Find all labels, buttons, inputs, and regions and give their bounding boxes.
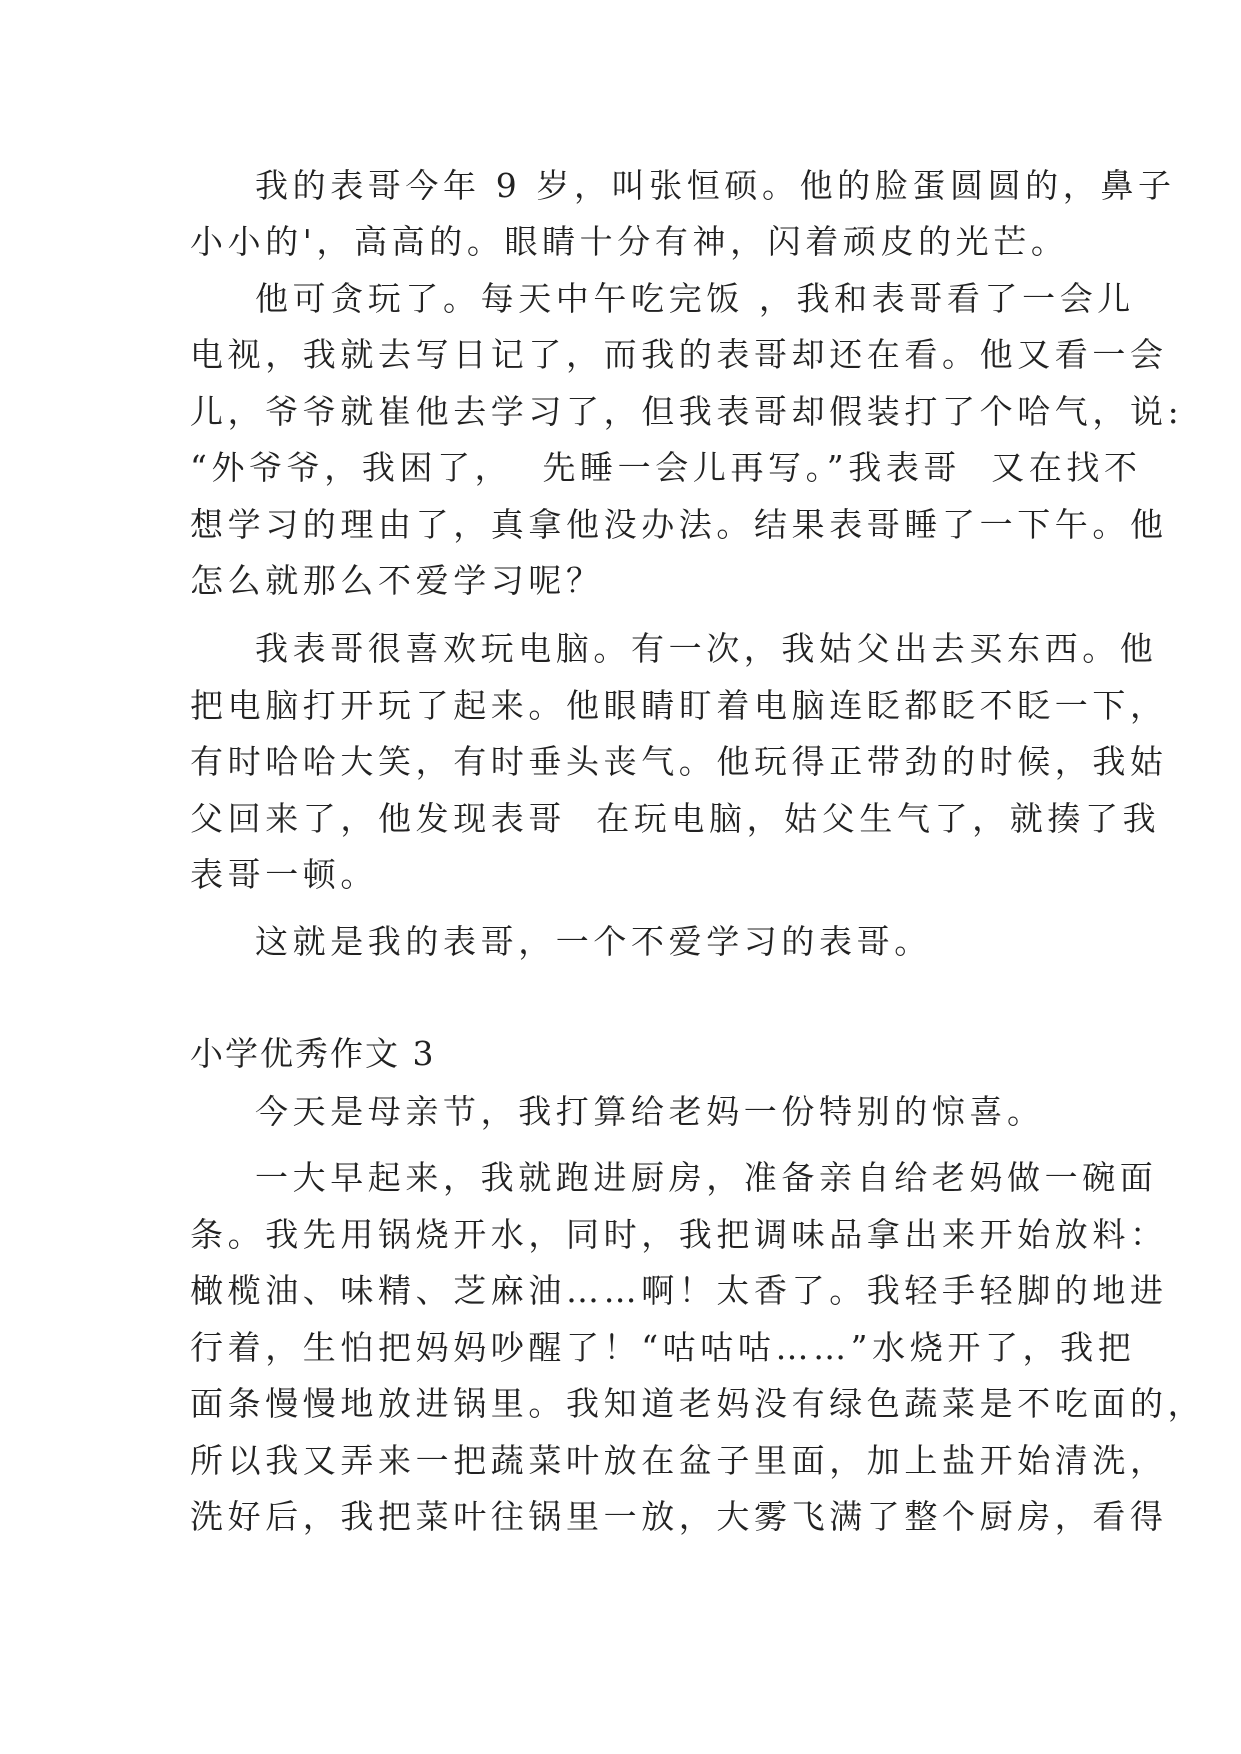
paragraph-line: 儿，爷爷就崔他去学习了，但我表哥却假装打了个哈气，说: [190,392,1184,431]
paragraph-line: 一大早起来，我就跑进厨房，准备亲自给老妈做一碗面 [255,1158,1158,1197]
paragraph-line: 小小的'，高高的。眼睛十分有神，闪着顽皮的光芒。 [190,222,1069,261]
paragraph-line: 我表哥很喜欢玩电脑。有一次，我姑父出去买东西。他 [255,629,1158,668]
paragraph-line: 父回来了，他发现表哥 在玩电脑，姑父生气了，就揍了我 [190,799,1161,838]
paragraph-line: 所以我又弄来一把蔬菜叶放在盆子里面，加上盐开始清洗， [190,1441,1168,1480]
paragraph-line: 这就是我的表哥，一个不爱学习的表哥。 [255,922,932,961]
paragraph-line: 想学习的理由了，真拿他没办法。结果表哥睡了一下午。他 [190,505,1168,544]
paragraph-line: “外爷爷，我困了， 先睡一会儿再写。”我表哥 又在找不 [190,448,1142,487]
paragraph-line: 洗好后，我把菜叶往锅里一放，大雾飞满了整个厨房，看得 [190,1497,1168,1536]
paragraph-line: 条。我先用锅烧开水，同时，我把调味品拿出来开始放料： [190,1215,1168,1254]
paragraph-line: 橄榄油、味精、芝麻油……啊！太香了。我轻手轻脚的地进 [190,1271,1168,1310]
paragraph-line: 面条慢慢地放进锅里。我知道老妈没有绿色蔬菜是不吃面的， [190,1384,1206,1423]
paragraph-line: 今天是母亲节，我打算给老妈一份特别的惊喜。 [255,1092,1045,1131]
section-heading: 小学优秀作文 3 [190,1034,436,1073]
paragraph-line: 把电脑打开玩了起来。他眼睛盯着电脑连眨都眨不眨一下， [190,686,1168,725]
paragraph-line: 电视，我就去写日记了，而我的表哥却还在看。他又看一会 [190,335,1168,374]
paragraph-line: 行着，生怕把妈妈吵醒了！“咕咕咕……”水烧开了，我把 [190,1328,1136,1367]
paragraph-line: 表哥一顿。 [190,855,378,894]
paragraph-line: 怎么就那么不爱学习呢？ [190,561,604,600]
paragraph-line: 我的表哥今年 9 岁，叫张恒硕。他的脸蛋圆圆的，鼻子 [255,166,1176,205]
paragraph-line: 他可贪玩了。每天中午吃完饭 ，我和表哥看了一会儿 [255,279,1135,318]
paragraph-line: 有时哈哈大笑，有时垂头丧气。他玩得正带劲的时候，我姑 [190,742,1168,781]
